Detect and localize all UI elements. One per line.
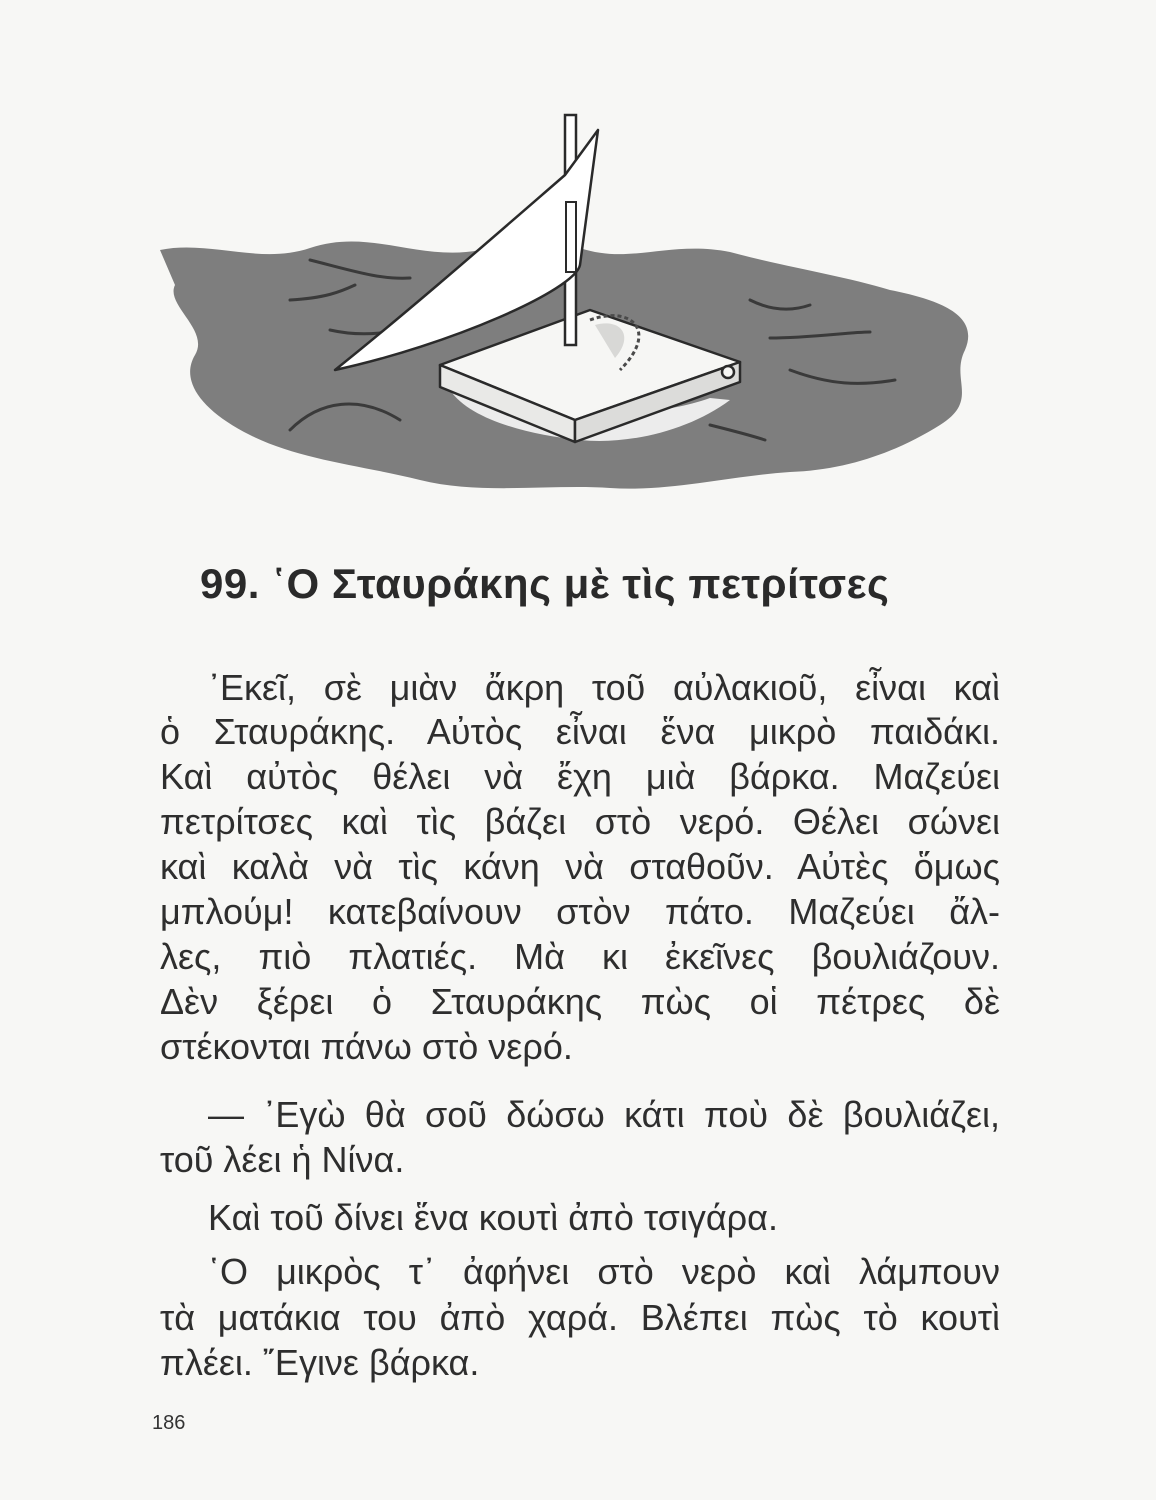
paragraph-line: στέκονται πάνω στὸ νερό.	[160, 1026, 573, 1067]
paragraph-line: ὁ Σταυράκης. Αὐτὸς εἶναι ἕνα μικρὸ παιδάκι.	[160, 711, 1000, 752]
paragraph-line: — ᾿Εγὼ θὰ σοῦ δώσω κάτι ποὺ δὲ βουλιάζει,	[208, 1094, 1000, 1135]
sailboat-illustration	[150, 100, 990, 510]
page-number: 186	[152, 1412, 186, 1434]
paragraph-line: τὰ ματάκια του ἀπὸ χαρά. Βλέπει πὼς τὸ κουτὶ	[160, 1297, 1000, 1338]
paragraph-line: λες, πιὸ πλατιές. Μὰ κι ἐκεῖνες βουλιάζουν.	[160, 936, 1000, 977]
paragraph-line: ᾿Εκεῖ, σὲ μιὰν ἄκρη τοῦ αὐλακιοῦ, εἶναι καὶ	[208, 667, 1000, 708]
paragraph-line: πλέει. ῎Εγινε βάρκα.	[160, 1342, 480, 1383]
paragraph-line: Δὲν ξέρει ὁ Σταυράκης πὼς οἱ πέτρες δὲ	[160, 981, 1000, 1022]
sail-slot	[566, 202, 576, 272]
paragraph-line: ῾Ο μικρὸς τ᾿ ἀφήνει στὸ νερὸ καὶ λάμπουν	[208, 1251, 1000, 1292]
paragraph-line: Καὶ αὐτὸς θέλει νὰ ἔχη μιὰ βάρκα. Μαζεύει	[160, 756, 1000, 797]
paragraph-line: καὶ καλὰ νὰ τὶς κάνη νὰ σταθοῦν. Αὐτὲς ὅμως	[160, 846, 1000, 887]
paragraph-line: τοῦ λέει ἡ Νίνα.	[160, 1139, 405, 1180]
paragraph-line: Καὶ τοῦ δίνει ἕνα κουτὶ ἀπὸ τσιγάρα.	[208, 1197, 778, 1238]
paragraph-line: πετρίτσες καὶ τὶς βάζει στὸ νερό. Θέλει σώνει	[160, 801, 1000, 842]
paragraph-line: μπλούμ! κατεβαίνουν στὸν πάτο. Μαζεύει ἄλ-	[160, 891, 1000, 932]
chapter-title: 99. ῾Ο Σταυράκης μὲ τὶς πετρίτσες	[200, 560, 890, 607]
